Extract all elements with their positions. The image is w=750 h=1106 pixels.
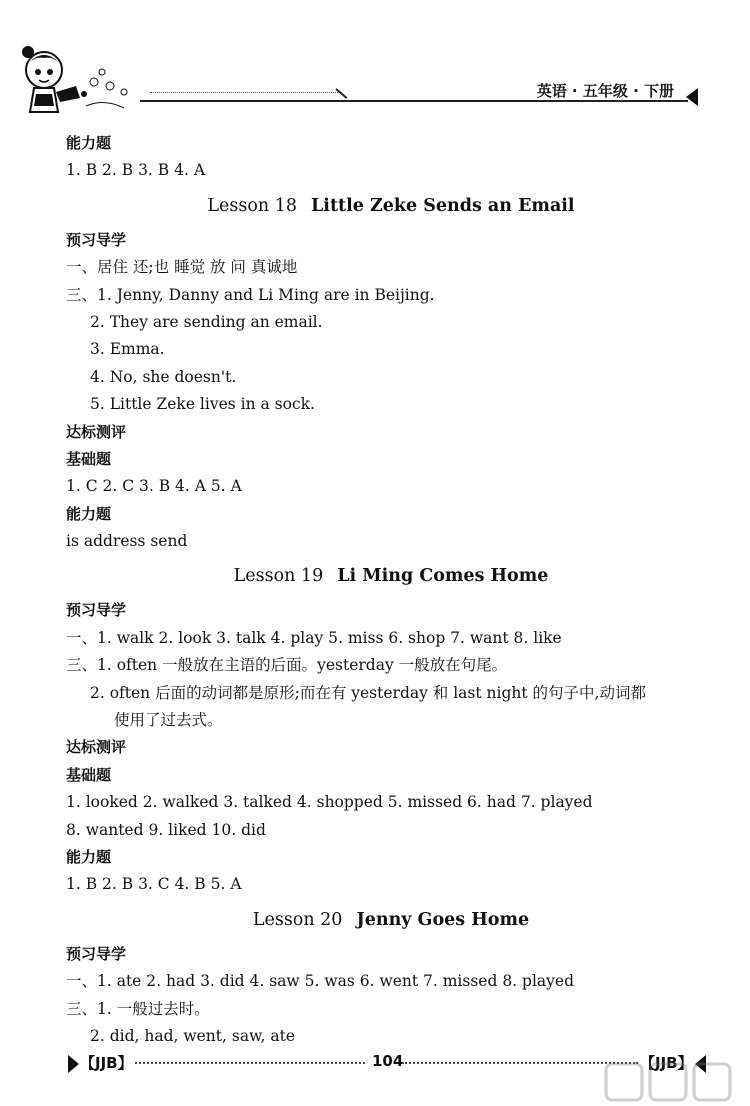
section-heading: 能力题 — [66, 504, 112, 523]
lesson-number: Lesson 20 — [252, 909, 343, 930]
section-heading: 预习导学 — [66, 944, 127, 963]
page-number: 104 — [372, 1052, 404, 1070]
watermark-logo-icon — [600, 1060, 740, 1104]
section-heading: 基础题 — [66, 449, 112, 468]
answer-line: 1. looked 2. walked 3. talked 4. shopped 5. missed 6. had 7. played — [66, 793, 593, 812]
answer-line: 使用了过去式。 — [114, 711, 223, 730]
section-heading: 达标测评 — [66, 738, 127, 757]
footer-left-arrow-icon — [68, 1055, 79, 1073]
book-title: 英语 · 五年级 · 下册 — [536, 82, 674, 100]
section-heading: 能力题 — [66, 847, 112, 866]
answer-line: 2. often 后面的动词都是原形;而在有 yesterday 和 last night 的句子中,动词都 — [90, 683, 646, 702]
lesson-title — [66, 899, 716, 941]
header-arrow-icon — [686, 88, 698, 106]
answer-line: 4. No, she doesn't. — [90, 367, 237, 386]
lesson-number: Lesson 19 — [233, 566, 324, 587]
lesson-number: Lesson 18 — [207, 195, 297, 216]
page-header — [0, 0, 750, 120]
answer-line: 一、居住 还;也 睡觉 放 问 真诚地 — [66, 258, 298, 277]
section-heading: 预习导学 — [66, 230, 127, 249]
answer-line: 三、1. often 一般放在主语的后面。yesterday 一般放在句尾。 — [66, 656, 508, 675]
answer-line: 三、1. 一般过去时。 — [66, 999, 210, 1018]
lesson-title — [66, 555, 716, 597]
lesson-title — [66, 185, 716, 227]
answer-line: 2. did, had, went, saw, ate — [90, 1026, 295, 1045]
section-heading: 达标测评 — [66, 422, 127, 441]
answer-line: 一、1. ate 2. had 3. did 4. saw 5. was 6. went 7. missed 8. played — [66, 972, 575, 991]
answer-content — [66, 130, 716, 1050]
girl-mascot-icon — [14, 42, 134, 118]
answer-line: 2. They are sending an email. — [90, 312, 323, 331]
section-heading: 基础题 — [66, 765, 112, 784]
answer-line: 5. Little Zeke lives in a sock. — [90, 395, 315, 414]
footer-right-tag: 【JJB】 — [640, 1054, 693, 1072]
lesson-name: Little Zeke Sends an Email — [311, 195, 575, 216]
answer-line: 三、1. Jenny, Danny and Li Ming are in Beijing. — [66, 285, 435, 304]
answer-line: 一、1. walk 2. look 3. talk 4. play 5. miss 6. shop 7. want 8. like — [66, 628, 562, 647]
answer-line: 1. C 2. C 3. B 4. A 5. A — [66, 477, 242, 496]
answer-line: 8. wanted 9. liked 10. did — [66, 820, 266, 839]
lesson-name: Jenny Goes Home — [356, 909, 530, 930]
section-heading: 能力题 — [66, 134, 112, 152]
footer-dotted-rule-left — [135, 1062, 365, 1064]
answer-line: 1. B 2. B 3. C 4. B 5. A — [66, 875, 242, 894]
section-heading: 预习导学 — [66, 601, 127, 620]
lesson-name: Li Ming Comes Home — [337, 566, 549, 587]
header-rule-bend — [335, 88, 347, 99]
header-dotted-rule — [150, 92, 340, 93]
footer-left-tag: 【JJB】 — [80, 1054, 133, 1072]
answer-line: 1. B 2. B 3. B 4. A — [66, 161, 206, 180]
answer-line: is address send — [66, 532, 188, 551]
answer-line: 3. Emma. — [90, 340, 165, 359]
